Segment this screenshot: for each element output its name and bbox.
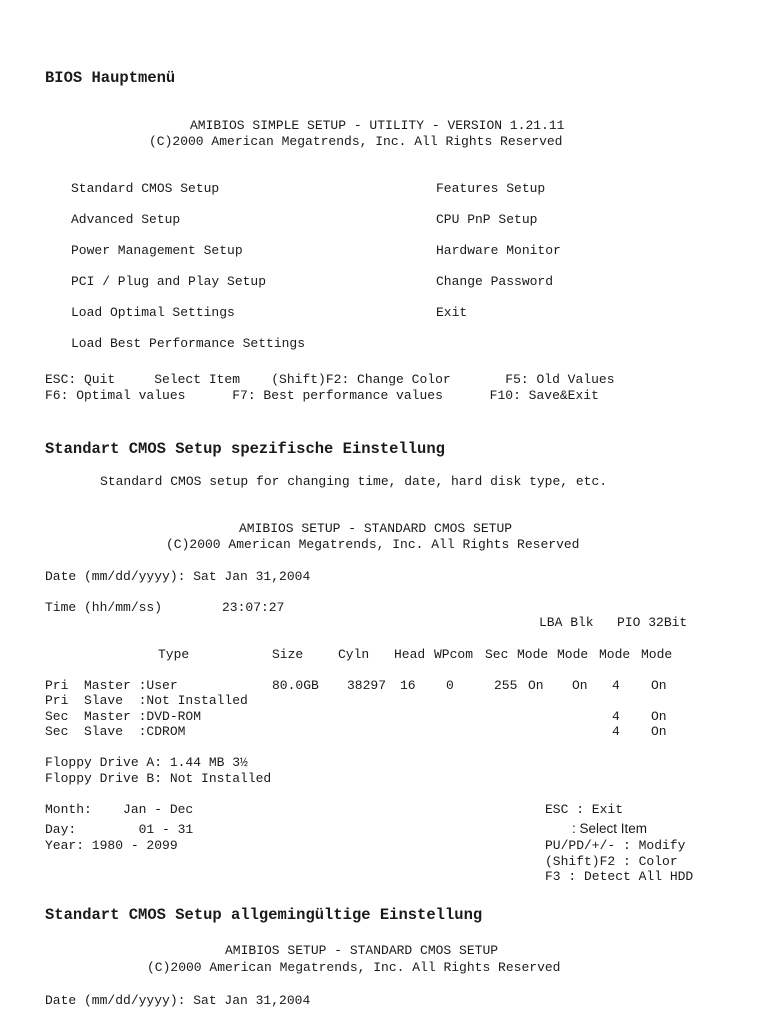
drive-row-name[interactable]: Pri Slave :Not Installed [45,693,248,708]
lba-column-header: LBA Blk PIO 32Bit [539,615,688,630]
menu-item-pci-plug-and-play-setup[interactable]: PCI / Plug and Play Setup [71,274,267,289]
cmos-setup-title: AMIBIOS SETUP - STANDARD CMOS SETUP [225,943,499,958]
help-color: (Shift)F2 : Color [545,854,678,869]
menu-item-hardware-monitor[interactable]: Hardware Monitor [436,243,561,258]
bios-copyright: (C)2000 American Megatrends, Inc. All Rights Reserved [149,134,563,149]
column-header-mode: Mode [641,647,673,662]
cmos-setup-title: AMIBIOS SETUP - STANDARD CMOS SETUP [239,521,513,536]
help-select-item: : Select Item [572,821,648,836]
column-header-type: Type [158,647,190,662]
drive-32bit-mode: On [651,678,667,693]
drive-lba-mode: On [528,678,544,693]
column-header-sec: Sec [485,647,509,662]
month-range: Month: Jan - Dec [45,802,194,817]
column-header-mode: Mode [599,647,631,662]
column-header-size: Size [272,647,304,662]
year-range: Year: 1980 - 2099 [45,838,178,853]
floppy-drive-a[interactable]: Floppy Drive A: 1.44 MB 3½ [45,755,248,770]
column-header-cyln: Cyln [338,647,370,662]
menu-item-cpu-pnp-setup[interactable]: CPU PnP Setup [436,212,538,227]
help-modify: PU/PD/+/- : Modify [545,838,686,853]
time-label: Time (hh/mm/ss) [45,600,163,615]
menu-item-exit[interactable]: Exit [436,305,468,320]
drive-pio-mode: 4 [612,724,620,739]
bios-title: AMIBIOS SIMPLE SETUP - UTILITY - VERSION 1.21.11 [190,118,565,133]
cmos-setup-copyright: (C)2000 American Megatrends, Inc. All Rights Reserved [147,960,561,975]
drive-wpcom: 0 [446,678,454,693]
drive-pio-mode: 4 [612,709,620,724]
drive-row-name[interactable]: Sec Master :DVD-ROM [45,709,202,724]
drive-sectors: 255 [494,678,518,693]
help-detect-hdd: F3 : Detect All HDD [545,869,694,884]
drive-32bit-mode: On [651,724,667,739]
section-heading-standard-cmos-general: Standart CMOS Setup allgemingültige Einstellung [45,906,483,924]
column-header-wpcom: WPcom [434,647,474,662]
column-header-mode: Mode [517,647,549,662]
drive-pio-mode: 4 [612,678,620,693]
menu-item-load-optimal-settings[interactable]: Load Optimal Settings [71,305,235,320]
menu-item-load-best-performance-settings[interactable]: Load Best Performance Settings [71,336,306,351]
menu-item-advanced-setup[interactable]: Advanced Setup [71,212,181,227]
drive-cylinders: 38297 [347,678,387,693]
menu-item-power-management-setup[interactable]: Power Management Setup [71,243,243,258]
menu-item-change-password[interactable]: Change Password [436,274,554,289]
date-field[interactable]: Date (mm/dd/yyyy): Sat Jan 31,2004 [45,569,311,584]
drive-size: 80.0GB [272,678,319,693]
column-header-head: Head [394,647,426,662]
column-header-mode: Mode [557,647,589,662]
floppy-drive-b[interactable]: Floppy Drive B: Not Installed [45,771,272,786]
date-field[interactable]: Date (mm/dd/yyyy): Sat Jan 31,2004 [45,993,311,1008]
drive-row-name[interactable]: Pri Master :User [45,678,178,693]
day-range: Day: 01 - 31 [45,822,194,837]
drive-heads: 16 [400,678,416,693]
drive-row-name[interactable]: Sec Slave :CDROM [45,724,186,739]
key-help-line-2: F6: Optimal values F7: Best performance values F10: Save&Exit [45,388,599,403]
section-description: Standard CMOS setup for changing time, date, hard disk type, etc. [100,474,608,489]
drive-blk-mode: On [572,678,588,693]
section-heading-standard-cmos-specific: Standart CMOS Setup spezifische Einstellung [45,440,445,458]
key-help-line-1: ESC: Quit Select Item (Shift)F2: Change Color F5: Old Values [45,372,615,387]
menu-item-standard-cmos-setup[interactable]: Standard CMOS Setup [71,181,220,196]
cmos-setup-copyright: (C)2000 American Megatrends, Inc. All Rights Reserved [166,537,580,552]
menu-item-features-setup[interactable]: Features Setup [436,181,546,196]
section-heading-bios-main-menu: BIOS Hauptmenü [45,69,176,87]
drive-32bit-mode: On [651,709,667,724]
time-field[interactable]: 23:07:27 [222,600,285,615]
help-esc-exit: ESC : Exit [545,802,624,817]
